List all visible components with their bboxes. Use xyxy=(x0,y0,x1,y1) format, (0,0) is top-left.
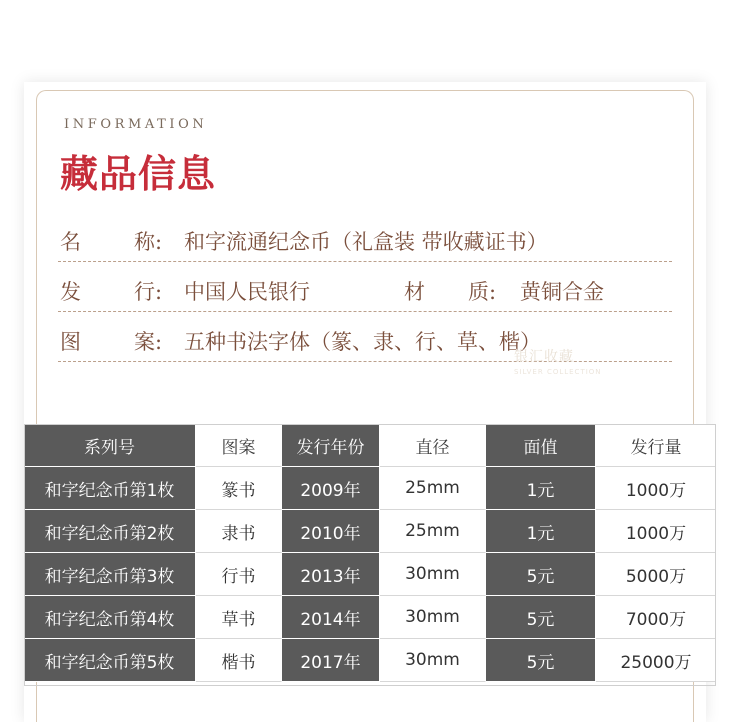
table-row xyxy=(24,639,716,682)
cell-year: 2014年 xyxy=(282,596,380,639)
cell-face-value: 5元 xyxy=(486,553,596,596)
cell-series: 和字纪念币第1枚 xyxy=(24,467,196,510)
name-value: 和字流通纪念币（礼盒装 带收藏证书） xyxy=(184,230,548,254)
material-label-a: 材 xyxy=(404,280,425,304)
watermark-small: SILVER COLLECTION xyxy=(514,368,602,376)
cell-design: 篆书 xyxy=(196,467,282,510)
cell-design: 草书 xyxy=(196,596,282,639)
design-label-a: 图 xyxy=(60,330,81,354)
coin-table xyxy=(24,424,716,682)
table-header-row xyxy=(24,424,716,467)
material-label-b: 质: xyxy=(468,280,497,304)
material-value: 黄铜合金 xyxy=(520,280,604,304)
cell-mintage: 25000万 xyxy=(596,639,716,682)
header-series: 系列号 xyxy=(24,424,196,467)
watermark xyxy=(514,346,654,386)
name-label-b: 称: xyxy=(134,230,163,254)
name-label-a: 名 xyxy=(60,230,81,254)
cell-year: 2017年 xyxy=(282,639,380,682)
cell-mintage: 7000万 xyxy=(596,596,716,639)
table-row xyxy=(24,467,716,510)
table-row xyxy=(24,510,716,553)
header-design: 图案 xyxy=(196,424,282,467)
cell-year: 2010年 xyxy=(282,510,380,553)
header-face-value: 面值 xyxy=(486,424,596,467)
cell-design: 楷书 xyxy=(196,639,282,682)
cell-diameter: 30mm xyxy=(380,553,486,596)
section-title: 藏品信息 xyxy=(60,151,217,196)
cell-series: 和字纪念币第4枚 xyxy=(24,596,196,639)
cell-diameter: 30mm xyxy=(380,596,486,639)
cell-diameter: 25mm xyxy=(380,510,486,553)
watermark-text: 银汇收藏 xyxy=(514,349,574,365)
design-value: 五种书法字体（篆、隶、行、草、楷） xyxy=(184,330,541,354)
header-year: 发行年份 xyxy=(282,424,380,467)
issuer-value: 中国人民银行 xyxy=(184,280,310,304)
cell-series: 和字纪念币第5枚 xyxy=(24,639,196,682)
cell-mintage: 1000万 xyxy=(596,467,716,510)
cell-face-value: 1元 xyxy=(486,467,596,510)
header-mintage: 发行量 xyxy=(596,424,716,467)
cell-design: 行书 xyxy=(196,553,282,596)
design-label-b: 案: xyxy=(134,330,163,354)
header-diameter: 直径 xyxy=(380,424,486,467)
cell-year: 2013年 xyxy=(282,553,380,596)
table-row xyxy=(24,553,716,596)
cell-mintage: 1000万 xyxy=(596,510,716,553)
cell-diameter: 25mm xyxy=(380,467,486,510)
cell-series: 和字纪念币第2枚 xyxy=(24,510,196,553)
cell-diameter: 30mm xyxy=(380,639,486,682)
cell-face-value: 5元 xyxy=(486,596,596,639)
table-row xyxy=(24,596,716,639)
cell-mintage: 5000万 xyxy=(596,553,716,596)
info-row-name xyxy=(58,218,672,262)
cell-series: 和字纪念币第3枚 xyxy=(24,553,196,596)
cell-face-value: 5元 xyxy=(486,639,596,682)
cell-face-value: 1元 xyxy=(486,510,596,553)
info-row-issuer xyxy=(58,268,672,312)
cell-year: 2009年 xyxy=(282,467,380,510)
section-eyebrow: INFORMATION xyxy=(64,117,208,132)
issuer-label-a: 发 xyxy=(60,280,81,304)
issuer-label-b: 行: xyxy=(134,280,163,304)
cell-design: 隶书 xyxy=(196,510,282,553)
